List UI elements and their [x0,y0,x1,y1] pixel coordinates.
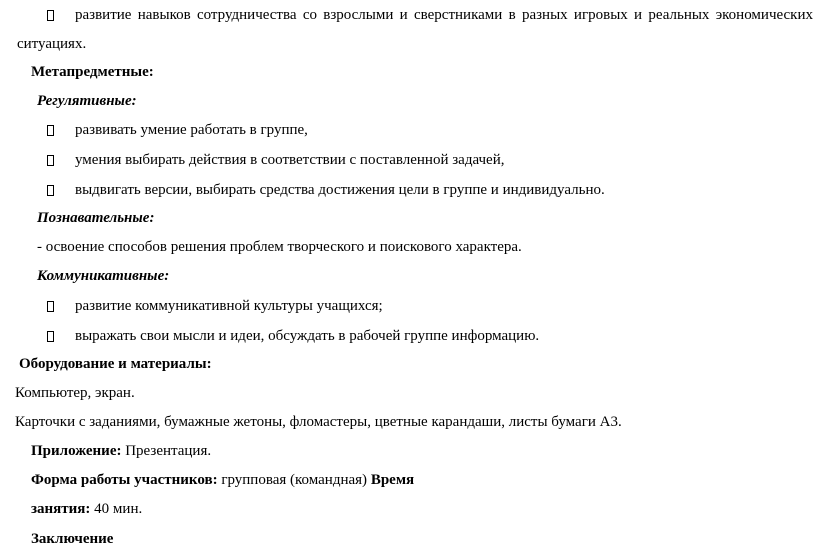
appendix-line [31,442,211,460]
communicative-item: развитие коммуникативной культуры учащихся; [75,298,383,314]
form-line [31,471,414,489]
regulatory-item: умения выбирать действия в соответствии с поставленной задачей, [75,152,505,168]
duration-value: 40 мин. [94,501,143,517]
bullet-box-icon [47,152,54,170]
regulatory-heading: Регулятивные: [37,93,137,109]
cognitive-heading: Познавательные: [37,210,155,226]
time-label: Время [370,472,415,488]
form-value: групповая (командная) [221,472,368,488]
form-label: Форма работы участников: [31,472,218,488]
equipment-line1: Компьютер, экран. [15,385,135,401]
regulatory-item: выдвигать версии, выбирать средства достижения цели в группе и индивидуально. [75,182,605,198]
intro-item-line1: развитие навыков сотрудничества со взрослыми и сверстниками в разных игровых и реальных экономических [75,7,813,23]
duration-label: занятия: [31,501,91,517]
intro-item-line2: ситуациях. [17,36,87,52]
conclusion-heading: Заключение [31,531,114,547]
meta-heading: Метапредметные: [31,64,154,80]
equipment-heading: Оборудование и материалы: [19,356,212,372]
bullet-box-icon [47,298,54,316]
regulatory-item: развивать умение работать в группе, [75,122,308,138]
bullet-box-icon [47,328,54,346]
equipment-line2: Карточки с заданиями, бумажные жетоны, фломастеры, цветные карандаши, листы бумаги А3. [15,414,622,430]
bullet-box-icon [47,182,54,200]
duration-line [31,500,142,518]
appendix-value: Презентация. [125,443,212,459]
appendix-label: Приложение: [31,443,122,459]
cognitive-text: - освоение способов решения проблем творческого и поискового характера. [37,239,522,255]
communicative-heading: Коммуникативные: [37,268,170,284]
bullet-box-icon [47,7,54,25]
bullet-box-icon [47,122,54,140]
communicative-item: выражать свои мысли и идеи, обсуждать в рабочей группе информацию. [75,328,540,344]
